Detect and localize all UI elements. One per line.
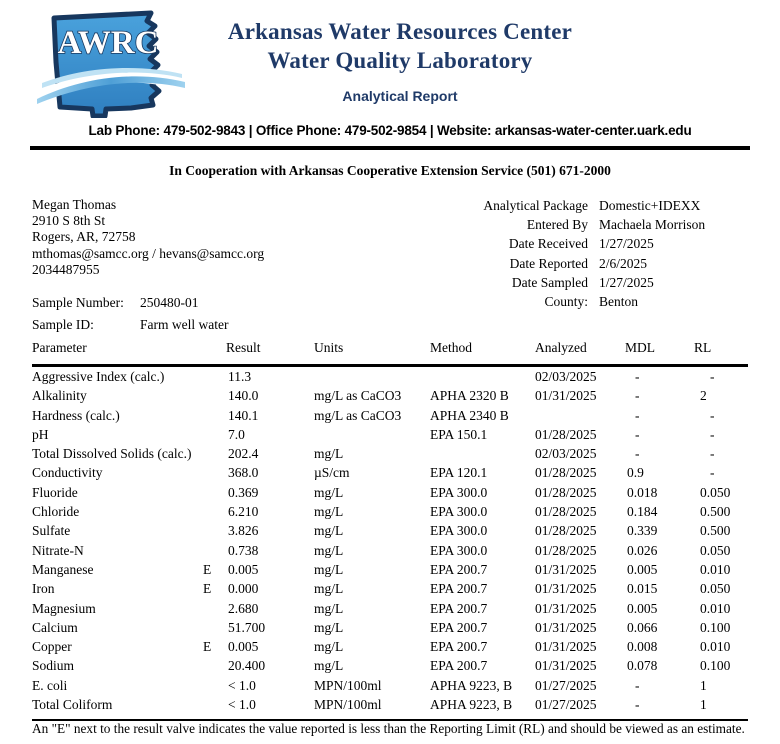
analyzed-cell: 01/28/2025: [535, 523, 597, 539]
flag-cell: [203, 406, 226, 425]
analyzed-cell: [535, 406, 625, 425]
result-cell: 7.0: [228, 426, 245, 442]
mdl-cell: -: [635, 388, 640, 404]
mdl-cell: 0.184: [627, 504, 658, 520]
flag-cell: E: [203, 581, 212, 597]
table-row: [32, 579, 748, 598]
param-cell: Alkalinity: [32, 388, 87, 404]
units-cell: MPN/100ml: [314, 677, 382, 693]
flag-cell: [203, 656, 226, 675]
report-info-value: Machaela Morrison: [599, 217, 706, 233]
header-divider: [30, 146, 750, 150]
param-cell: Sodium: [32, 658, 75, 674]
report-info: [436, 196, 748, 311]
result-cell: 0.000: [228, 581, 259, 597]
result-cell: 20.400: [228, 658, 266, 674]
flag-cell: E: [203, 561, 212, 577]
analyzed-cell: 01/27/2025: [535, 695, 625, 720]
table-row: [32, 406, 748, 425]
col-mdl: MDL: [625, 333, 692, 366]
method-cell: EPA 120.1: [430, 465, 488, 481]
analyzed-cell: 01/28/2025: [535, 426, 597, 442]
flag-cell: [203, 483, 226, 502]
result-cell: 0.738: [228, 542, 259, 558]
table-row: [32, 386, 748, 405]
rl-cell: 0.010: [700, 600, 731, 616]
mdl-cell: 0.9: [627, 465, 644, 481]
units-cell: mg/L as CaCO3: [314, 407, 402, 423]
col-parameter: Parameter: [32, 333, 226, 366]
rl-cell: 0.100: [700, 658, 731, 674]
results-body: [32, 366, 748, 721]
mdl-cell: 0.008: [627, 639, 658, 655]
param-cell: Magnesium: [32, 600, 96, 616]
table-row: [32, 502, 748, 521]
rl-cell: -: [710, 369, 715, 384]
method-cell: [430, 366, 535, 387]
method-cell: EPA 300.0: [430, 484, 488, 500]
units-cell: MPN/100ml: [314, 695, 430, 720]
rl-cell: 0.500: [700, 504, 731, 520]
table-row: [32, 618, 748, 637]
result-cell: 140.0: [228, 388, 259, 404]
result-cell: 6.210: [228, 504, 259, 520]
report-info-row: [436, 273, 748, 292]
mdl-cell: 0.015: [627, 581, 658, 597]
table-row: [32, 560, 748, 579]
analyzed-cell: 01/28/2025: [535, 484, 597, 500]
rl-cell: 0.050: [700, 484, 731, 500]
sample-number-row: [32, 292, 228, 314]
units-cell: mg/L: [314, 542, 344, 558]
method-cell: EPA 300.0: [430, 504, 488, 520]
header-titles: [100, 17, 700, 75]
table-row: [32, 483, 748, 502]
result-cell: 11.3: [228, 369, 252, 384]
flag-cell: [203, 444, 226, 463]
client-line: Megan Thomas: [32, 197, 117, 212]
param-cell: Aggressive Index (calc.): [32, 369, 165, 384]
method-cell: EPA 200.7: [430, 600, 488, 616]
lab-title: Water Quality Laboratory: [267, 48, 533, 73]
param-cell: E. coli: [32, 677, 68, 693]
rl-cell: 0.010: [700, 639, 731, 655]
param-cell: Fluoride: [32, 484, 78, 500]
table-row: [32, 366, 748, 387]
mdl-cell: 0.018: [627, 484, 658, 500]
report-info-label: Date Sampled: [511, 274, 588, 290]
table-row: [32, 676, 748, 695]
result-cell: 140.1: [228, 407, 259, 423]
table-row: [32, 541, 748, 560]
mdl-cell: -: [635, 677, 640, 693]
client-line: mthomas@samcc.org / hevans@samcc.org: [32, 245, 265, 261]
units-cell: mg/L: [314, 561, 344, 577]
rl-cell: 1: [700, 677, 707, 693]
analyzed-cell: 01/28/2025: [535, 465, 597, 481]
flag-cell: [203, 599, 226, 618]
table-row: [32, 656, 748, 675]
analyzed-cell: 01/28/2025: [535, 542, 597, 558]
rl-cell: -: [710, 446, 715, 462]
method-cell: EPA 200.7: [430, 639, 488, 655]
method-cell: EPA 300.0: [430, 542, 488, 558]
mdl-cell: 0.078: [627, 658, 658, 674]
method-cell: EPA 200.7: [430, 581, 488, 597]
method-cell: APHA 9223, B: [430, 677, 513, 693]
report-info-label: Entered By: [526, 217, 588, 233]
mdl-cell: 0.005: [627, 600, 658, 616]
result-cell: 0.005: [228, 561, 259, 577]
result-cell: 202.4: [228, 446, 259, 462]
cooperation-line: In Cooperation with Arkansas Cooperative Extension Service (501) 671-2000: [169, 163, 611, 178]
method-cell: EPA 200.7: [430, 658, 488, 674]
method-cell: APHA 2340 B: [430, 407, 509, 423]
units-cell: mg/L: [314, 619, 344, 635]
result-cell: < 1.0: [226, 695, 314, 720]
contact-line: Lab Phone: 479-502-9843 | Office Phone: 479-502-9854 | Website: arkansas-water-center.uark.edu: [88, 123, 692, 138]
analyzed-cell: 01/31/2025: [535, 561, 597, 577]
method-cell: EPA 300.0: [430, 523, 488, 539]
mdl-cell: -: [635, 426, 640, 442]
param-cell: Nitrate-N: [32, 542, 84, 558]
param-cell: Chloride: [32, 504, 80, 520]
units-cell: [314, 425, 430, 444]
org-title: Arkansas Water Resources Center: [227, 19, 573, 44]
rl-cell: 0.500: [700, 523, 731, 539]
report-info-row: [436, 234, 748, 253]
result-cell: 0.369: [228, 484, 259, 500]
rl-cell: 0.050: [700, 581, 731, 597]
method-cell: EPA 150.1: [430, 426, 488, 442]
client-line: 2034487955: [32, 261, 100, 277]
sample-id-label: Sample ID:: [32, 317, 94, 332]
analyzed-cell: 01/31/2025: [535, 600, 597, 616]
report-info-row: [436, 196, 748, 215]
report-info-label: Date Received: [508, 236, 588, 252]
analyzed-cell: 01/31/2025: [535, 581, 597, 597]
flag-cell: [203, 541, 226, 560]
analyzed-cell: 02/03/2025: [535, 446, 597, 462]
result-cell: 2.680: [228, 600, 259, 616]
param-cell: pH: [32, 426, 49, 442]
units-cell: [314, 366, 430, 387]
table-row: [32, 444, 748, 463]
col-method: Method: [430, 333, 535, 366]
sample-number-label: Sample Number:: [32, 295, 124, 310]
report-info-row: [436, 292, 748, 311]
report-info-row: [436, 215, 748, 234]
param-cell: Iron: [32, 581, 55, 597]
result-cell: < 1.0: [228, 677, 256, 693]
rl-cell: 0.100: [700, 619, 731, 635]
analyzed-cell: 01/31/2025: [535, 658, 597, 674]
col-result: Result: [226, 333, 314, 366]
table-row: [32, 425, 748, 444]
units-cell: mg/L: [314, 600, 344, 616]
report-info-label: Date Reported: [509, 255, 588, 271]
col-rl: RL: [692, 333, 748, 366]
report-info-label: County:: [544, 294, 588, 310]
method-cell: EPA 200.7: [430, 561, 488, 577]
table-row: [32, 695, 748, 720]
param-cell: Manganese: [32, 561, 94, 577]
flag-cell: [203, 502, 226, 521]
units-cell: mg/L: [314, 581, 344, 597]
flag-cell: [203, 521, 226, 540]
result-cell: 51.700: [228, 619, 266, 635]
flag-cell: [203, 676, 226, 695]
awrc-logo-text: AWRC: [57, 25, 159, 61]
units-cell: mg/L: [314, 446, 344, 462]
rl-cell: 1: [692, 695, 748, 720]
report-info-row: [436, 254, 748, 273]
method-cell: APHA 2320 B: [430, 388, 509, 404]
mdl-cell: -: [635, 369, 640, 384]
analyzed-cell: 01/28/2025: [535, 504, 597, 520]
method-cell: APHA 9223, B: [430, 695, 535, 720]
sample-id-value: Farm well water: [140, 317, 229, 332]
mdl-cell: 0.026: [627, 542, 658, 558]
flag-cell: [203, 463, 226, 482]
mdl-cell: -: [625, 695, 692, 720]
estimate-footnote: An "E" next to the result valve indicates the value reported is less than the Reporting Limit (RL) and should be viewed as an estimate.: [32, 721, 745, 736]
client-block: [32, 197, 264, 278]
client-line: Rogers, AR, 72758: [32, 229, 136, 245]
flag-cell: E: [203, 639, 212, 655]
rl-cell: 2: [700, 388, 707, 404]
param-cell: Copper: [32, 639, 72, 655]
col-analyzed: Analyzed: [535, 333, 625, 366]
rl-cell: 0.050: [700, 542, 731, 558]
units-cell: mg/L as CaCO3: [314, 388, 402, 404]
mdl-cell: -: [635, 446, 640, 462]
report-info-value: Domestic+IDEXX: [599, 198, 701, 213]
report-info-value: 1/27/2025: [599, 274, 654, 290]
analyzed-cell: 01/31/2025: [535, 388, 597, 404]
report-subtitle: Analytical Report: [342, 88, 458, 104]
flag-cell: [203, 386, 226, 405]
param-cell: Conductivity: [32, 465, 103, 481]
analyzed-cell: 01/31/2025: [535, 639, 597, 655]
units-cell: mg/L: [314, 523, 344, 539]
col-units: Units: [314, 333, 430, 366]
flag-cell: [203, 425, 226, 444]
result-cell: 368.0: [228, 465, 259, 481]
rl-cell: -: [710, 426, 715, 442]
mdl-cell: 0.066: [627, 619, 658, 635]
param-cell: Total Dissolved Solids (calc.): [32, 446, 192, 462]
flag-cell: [203, 366, 226, 387]
results-header: [32, 333, 748, 366]
report-info-value: Benton: [599, 294, 638, 310]
units-cell: mg/L: [314, 484, 344, 500]
rl-cell: -: [710, 465, 715, 481]
result-cell: 0.005: [228, 639, 259, 655]
results-table: [32, 333, 748, 721]
sample-block: [32, 292, 228, 336]
units-cell: mg/L: [314, 504, 344, 520]
client-line: 2910 S 8th St: [32, 213, 106, 229]
analyzed-cell: 01/31/2025: [535, 619, 597, 635]
sample-number-value: 250480-01: [140, 295, 199, 310]
units-cell: µS/cm: [314, 465, 350, 481]
report-info-label: Analytical Package: [483, 198, 588, 213]
flag-cell: [203, 618, 226, 637]
rl-cell: 0.010: [700, 561, 731, 577]
method-cell: EPA 200.7: [430, 619, 488, 635]
units-cell: mg/L: [314, 658, 344, 674]
flag-cell: [203, 695, 226, 720]
mdl-cell: 0.339: [627, 523, 658, 539]
table-row: [32, 637, 748, 656]
table-row: [32, 463, 748, 482]
param-cell: Calcium: [32, 619, 78, 635]
param-cell: Sulfate: [32, 523, 71, 539]
units-cell: mg/L: [314, 639, 344, 655]
result-cell: 3.826: [228, 523, 259, 539]
param-cell: Total Coliform: [32, 695, 203, 720]
report-info-value: 1/27/2025: [599, 236, 654, 252]
analyzed-cell: 01/27/2025: [535, 677, 597, 693]
param-cell: Hardness (calc.): [32, 407, 120, 423]
rl-cell: -: [710, 407, 715, 423]
mdl-cell: -: [635, 407, 640, 423]
table-row: [32, 599, 748, 618]
method-cell: [430, 444, 535, 463]
report-info-value: 2/6/2025: [599, 255, 648, 271]
analyzed-cell: 02/03/2025: [535, 369, 597, 384]
table-row: [32, 521, 748, 540]
mdl-cell: 0.005: [627, 561, 658, 577]
